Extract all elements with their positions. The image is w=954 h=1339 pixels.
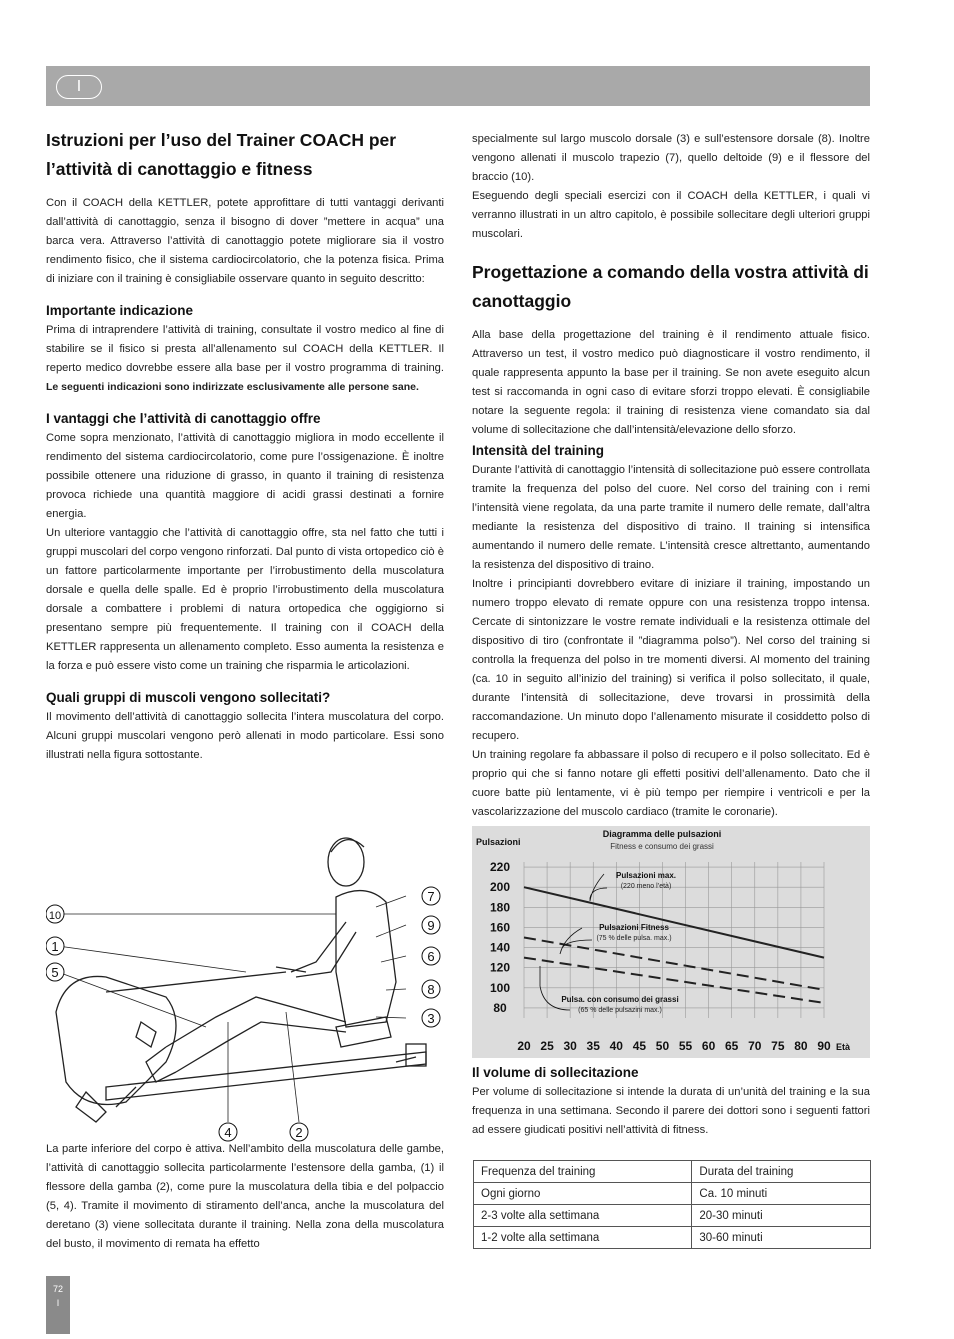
svg-text:1: 1 (51, 939, 59, 954)
pulse-chart-svg (472, 826, 870, 1058)
marker-9 (422, 916, 440, 934)
marker-2 (290, 1123, 308, 1141)
header-bar (46, 66, 870, 106)
x-tick-label: 20 (517, 1039, 531, 1053)
svg-text:10: 10 (48, 910, 62, 922)
y-tick-label: 220 (489, 860, 511, 875)
x-tick-label: 65 (725, 1039, 739, 1053)
table-header: Durata del training (692, 1161, 871, 1183)
left-column (46, 126, 444, 765)
callout-bracket (560, 928, 592, 954)
paragraph-continued: specialmente sul largo muscolo dorsale (3) e sull’estensore dorsale (8). Inoltre vengono allenati il muscolo trapezio (7), quello deltoide (9) e il flessore del braccio (10). (472, 133, 870, 183)
table-row (474, 1183, 871, 1205)
x-tick-label: 30 (563, 1039, 577, 1053)
paragraph-intensita-3: Un training regolare fa abbassare il polso di recupero e il polso sollecitato. Ed è proprio qui che si fanno notare gli effetti positivi dell’allenamento. Dato che il cuore batte più lentamente, vi è più tempo per riempire i ventricoli e per la vascolarizzazione del muscolo cardiaco (tramite le coronarie). (472, 749, 870, 818)
y-axis-label: Pulsazioni (476, 837, 521, 847)
series-note: (65 % delle pulsazini max.) (578, 1007, 662, 1014)
series-note: (220 meno l’età) (620, 883, 672, 890)
series-label: Pulsazioni Fitness (599, 923, 669, 932)
y-tick-label: 200 (489, 880, 511, 895)
marker-4 (219, 1123, 237, 1141)
y-tick-label: 80 (493, 1000, 507, 1015)
x-tick-label: 80 (794, 1039, 808, 1053)
marker-5 (46, 963, 64, 981)
table-row (474, 1205, 871, 1227)
pulse-chart (472, 826, 870, 1058)
heading-volume: Il volume di sollecitazione (472, 1065, 639, 1080)
svg-text:2: 2 (295, 1125, 303, 1140)
series-label: Pulsazioni max. (615, 871, 677, 880)
x-tick-label: 40 (609, 1039, 623, 1053)
bold-notice: Le seguenti indicazioni sono indirizzate esclusivamente alle persone sane. (46, 381, 419, 393)
svg-text:4: 4 (224, 1125, 232, 1140)
paragraph-intensita-2: Inoltre i principianti dovrebbero evitare di iniziare il training, impostando un numero troppo elevato di remate oppure con una resistenza troppo intensa. Cercate di sintonizzare le vostre remate individuali e la resistenza ottimale del dispositivo di tiro (confrontate il ”diagramma polso”). Nel corso del training si controlla la frequenza del polso in tre momenti diversi. Al momento del training (ca. 10 in seguito all’inizio del training) si verifica il polso sollecitato, il quale, durante l’intensità di sollecitazione, deve trovarsi in prossimità della raccomandazione. Un minuto dopo l’allenamento misurate il cosiddetto polso di recupero. (472, 578, 870, 742)
table-header-row (474, 1161, 871, 1183)
paragraph-volume: Per volume di sollecitazione si intende la durata di un’unità del training e la sua frequenza in una settimana. Secondo il parere dei dottori sono i seguenti fattori ad essere giudicati positivi nell’attività di fitness. (472, 1086, 870, 1136)
series-note: (75 % delle pulsa. max.) (596, 935, 672, 942)
svg-text:3: 3 (427, 1011, 435, 1026)
paragraph-vantaggi-1: Come sopra menzionato, l’attività di canottaggio migliora in modo eccellente il rendimento del sistema cardiocircolatorio, come pure l’ossigenazione. È inoltre possibile ottenere una riduzione di grasso, in quanto il training di resistenza provoca richiede una quantità maggiore di acidi grassi destinati a fornire energia. (46, 432, 444, 520)
table-row (474, 1227, 871, 1249)
right-column (472, 130, 870, 822)
chart-title: Diagramma delle pulsazioni (602, 829, 722, 839)
series-label: Pulsa. con consumo dei grassi (561, 995, 679, 1004)
series-line (524, 887, 824, 957)
table-cell: 30-60 minuti (692, 1227, 871, 1249)
paragraph-lower-body: La parte inferiore del corpo è attiva. Nell’ambito della muscolatura delle gambe, l’attività di canottaggio sollecita particolarmente l’estensore della gamba, (1) il flessore della gamba (2), come pure la muscolatura della tibia e del polpaccio (5, 4). Tramite il movimento di stiramento dell’anca, anche la muscolatura del deretano (3) viene sollecitata durante il training. Nella zona della muscolatura del busto, il movimento di remata ha effetto (46, 1143, 444, 1250)
table-cell: Ogni giorno (474, 1183, 692, 1205)
marker-10 (46, 905, 64, 923)
left-bottom (46, 1140, 444, 1254)
svg-text:8: 8 (427, 982, 435, 997)
svg-text:9: 9 (427, 918, 435, 933)
x-tick-label: 75 (771, 1039, 785, 1053)
table-header: Frequenza del training (474, 1161, 692, 1183)
table-cell: 20-30 minuti (692, 1205, 871, 1227)
x-tick-label: 45 (632, 1039, 647, 1053)
x-tick-label: 50 (655, 1039, 670, 1053)
page-number-tab (46, 1276, 70, 1334)
table-cell: Ca. 10 minuti (692, 1183, 871, 1205)
paragraph-intensita-1: Durante l’attività di canottaggio l’intensità di sollecitazione può essere controllata tramite la frequenza del polso del cuore. Nel corso del training con i remi l’intensità viene regolata, da una parte tramite il numero delle remate, dall’altra mediante la resistenza del dispositivo di traino. Il training si intensifica aumentando il numero delle remate. L’intensità cresce altrettanto, aumentando la resistenza del dispositivo di traino. (472, 464, 871, 571)
x-tick-label: 55 (678, 1039, 693, 1053)
x-axis-label: Età (836, 1042, 851, 1052)
page-number: 72 (52, 1284, 63, 1294)
heading-vantaggi: I vantaggi che l’attività di canottaggio offre (46, 411, 321, 426)
marker-1 (46, 937, 64, 955)
svg-text:7: 7 (427, 889, 435, 904)
marker-8 (422, 980, 440, 998)
volume-section (472, 1064, 870, 1140)
svg-text:5: 5 (51, 965, 59, 980)
y-tick-label: 120 (489, 960, 511, 975)
callout-bracket (590, 874, 607, 901)
y-tick-label: 160 (489, 920, 511, 935)
heading-intensita: Intensità del training (472, 443, 605, 458)
x-tick-label: 60 (701, 1039, 716, 1053)
rower-illustration (46, 822, 444, 1147)
paragraph-base: Alla base della progettazione del training è il rendimento attuale fisico. Attraverso un test, il vostro medico può diagnosticare il vostro rendimento, il quale rappresenta appunto la base per il training. Se non avete eseguito alcun test si raccomanda in ogni caso di evitare sforzi troppo elevati. È consigliabile notare la seguente regola: il training di resistenza viene comandato sia dal volume di sollecitazione che dall’intensità/elevazione dello sforzo. (472, 329, 870, 436)
marker-6 (422, 947, 440, 965)
heading-importante: Importante indicazione (46, 303, 194, 318)
marker-7 (422, 887, 440, 905)
training-table (473, 1160, 871, 1249)
y-tick-label: 140 (489, 940, 511, 955)
language-badge: I (56, 75, 102, 99)
x-tick-label: 25 (540, 1039, 554, 1053)
heading-gruppi: Quali gruppi di muscoli vengono sollecitati? (46, 690, 331, 705)
x-tick-label: 90 (817, 1039, 831, 1053)
paragraph-gruppi: Il movimento dell’attività di canottaggio sollecita l’intera muscolatura del corpo. Alcuni gruppi muscolari vengono però allenati in modo particolare. Essi sono illustrati nella figura sottostante. (46, 711, 444, 761)
table-cell: 1-2 volte alla settimana (474, 1227, 692, 1249)
paragraph-continued-2: Eseguendo degli speciali esercizi con il COACH della KETTLER, i quali vi verranno illustrati in un altro capitolo, è possibile sollecitare degli ulteriori gruppi muscolari. (472, 190, 870, 240)
marker-3 (422, 1009, 440, 1027)
y-tick-label: 100 (489, 980, 511, 995)
page-lang: I (56, 1298, 60, 1308)
x-tick-label: 35 (586, 1039, 600, 1053)
svg-text:6: 6 (427, 949, 435, 964)
paragraph-importante: Prima di intraprendere l’attività di training, consultate il vostro medico al fine di stabilire se il fisico si presta all’allenamento sul COACH della KETTLER. Il reperto medico dovrebbe essere alla base per il vostro programma di training. Le seguenti indicazioni sono indirizzate esclusivamente alle persone sane. (46, 324, 444, 393)
intro-paragraph: Con il COACH della KETTLER, potete approfittare di tutti vantaggi derivanti dall’attività di canottaggio, senza il bisogno di dover ”mettere in acqua” una barca vera. Attraverso l’attività di canottaggio potete migliorare sia il vostro rendimento fisico, che il sistema cardiocircolatorio, che la potenza fisica. Prima di iniziare con il training è consigliabile osservare quanto in seguito descritto: (46, 197, 444, 285)
x-tick-label: 70 (748, 1039, 762, 1053)
y-tick-label: 180 (489, 900, 511, 915)
table-cell: 2-3 volte alla settimana (474, 1205, 692, 1227)
section-title-progettazione: Progettazione a comando della vostra attività di canottaggio (472, 262, 869, 311)
page-title: Istruzioni per l’uso del Trainer COACH per l’attività di canottaggio e fitness (46, 130, 397, 179)
chart-subtitle: Fitness e consumo dei grassi (610, 842, 714, 851)
paragraph-vantaggi-2: Un ulteriore vantaggio che l’attività di canottaggio offre, sta nel fatto che tutti i gruppi muscolari del corpo vengono rinforzati. Dal punto di vista ortopedico ciò è un fattore particolarmente importante per l’irrobustimento della muscolatura dorsale e quella delle spalle. Ed è proprio l’irrobustimento della muscolatura dorsale a combattere i problemi di natura ortopedica che oggigiorno si presentano sempre più frequentemente. Il training con il COACH della KETTLER rappresenta un allenamento completo. Esso aumenta la resistenza e la forza e può essere visto come un training che risparmia le articolazioni. (46, 527, 444, 672)
